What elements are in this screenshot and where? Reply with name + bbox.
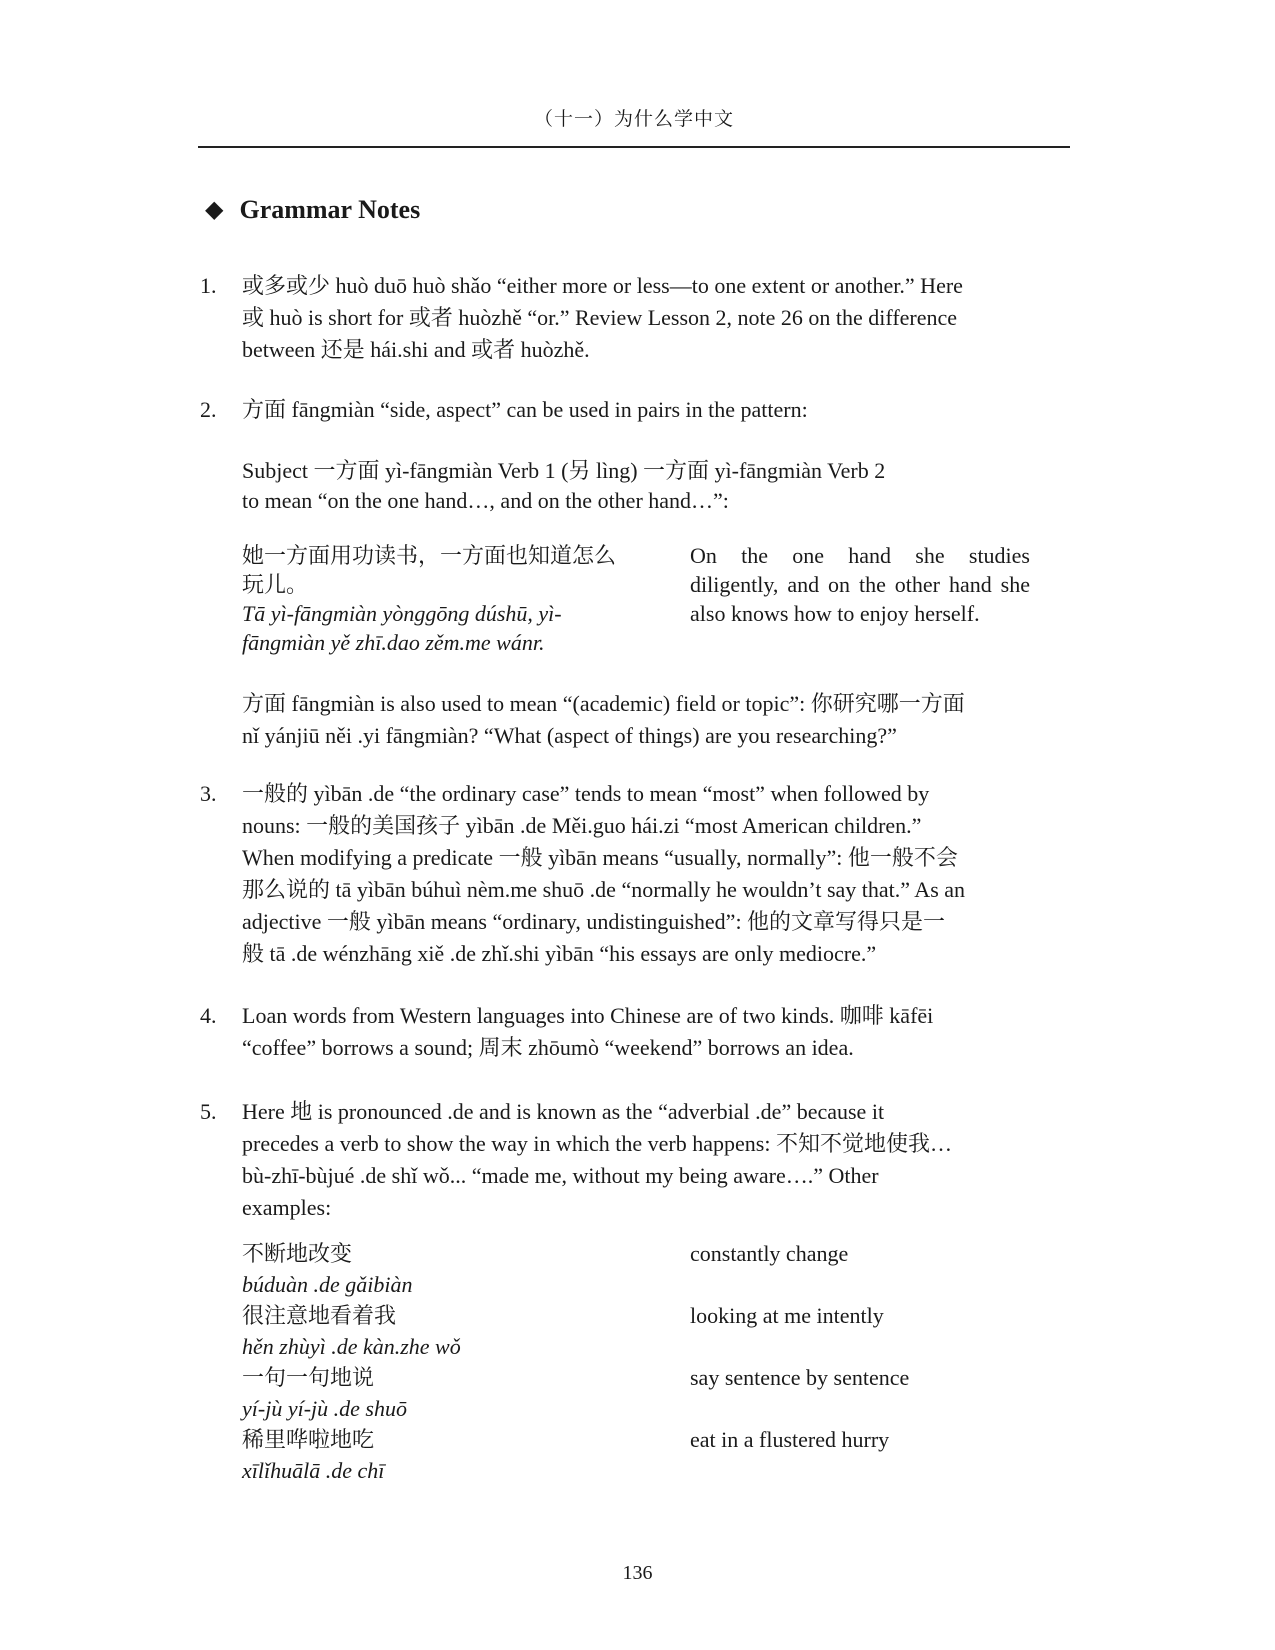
note-line: 或 huò is short for 或者 huòzhě “or.” Review Lesson 2, note 26 on the difference (242, 305, 958, 330)
example-chinese: 很注意地看着我 (242, 1303, 397, 1328)
example-pinyin: Tā yì-fāngmiàn yònggōng dúshū, yì-fāngmiàn yě zhī.dao zěm.me wánr. (242, 601, 562, 655)
note-number: 2. (200, 397, 217, 422)
note-line: Here 地 is pronounced .de and is known as the “adverbial .de” because it (242, 1099, 885, 1124)
note-line: 方面 fāngmiàn is also used to mean “(academic) field or topic”: 你研究哪一方面 (242, 691, 965, 716)
example-english: say sentence by sentence (690, 1365, 910, 1390)
pattern-meaning: to mean “on the one hand…, and on the other hand…”: (242, 488, 729, 513)
section-title: Grammar Notes (239, 195, 421, 224)
note-intro: 方面 fāngmiàn “side, aspect” can be used in pairs in the pattern: (242, 397, 808, 422)
running-head: （十一）为什么学中文 (533, 109, 734, 130)
note-line: between 还是 hái.shi and 或者 huòzhě. (242, 337, 590, 362)
note-line: bù-zhī-bùjué .de shǐ wǒ... “made me, without my being aware….” Other (242, 1163, 879, 1188)
note-line: precedes a verb to show the way in which the verb happens: 不知不觉地使我… (242, 1131, 952, 1156)
note-line: “coffee” borrows a sound; 周末 zhōumò “weekend” borrows an idea. (242, 1035, 854, 1060)
pattern-line: Subject 一方面 yì-fāngmiàn Verb 1 (另 lìng) 一方面 yì-fāngmiàn Verb 2 (242, 458, 886, 483)
note-line: 那么说的 tā yìbān búhuì nèm.me shuō .de “normally he wouldn’t say that.” As an (242, 877, 966, 902)
note-2-example (242, 541, 1030, 657)
example-chinese: 不断地改变 (242, 1241, 353, 1266)
example-pinyin: hěn zhùyì .de kàn.zhe wǒ (242, 1334, 461, 1359)
note-line: Loan words from Western languages into Chinese are of two kinds. 咖啡 kāfēi (242, 1003, 934, 1028)
example-pinyin: búduàn .de gǎibiàn (242, 1272, 413, 1297)
page-number: 136 (622, 1562, 653, 1584)
diamond-bullet-icon: ◆ (205, 197, 224, 223)
note-number: 1. (200, 273, 217, 298)
example-chinese: 她一方面用功读书，一方面也知道怎么玩儿。 (242, 543, 617, 597)
example-pinyin: yí-jù yí-jù .de shuō (242, 1396, 407, 1421)
note-number: 5. (200, 1099, 217, 1124)
example-chinese: 一句一句地说 (242, 1365, 375, 1390)
example-english: constantly change (690, 1241, 849, 1266)
note-line: nǐ yánjiū něi .yi fāngmiàn? “What (aspect of things) are you researching?” (242, 723, 897, 748)
note-line: adjective 一般 yìbān means “ordinary, undistinguished”: 他的文章写得只是一 (242, 909, 946, 934)
note-line: 一般的 yìbān .de “the ordinary case” tends to mean “most” when followed by (242, 781, 930, 806)
example-english: On the one hand she studies diligently, and on the other hand she also knows how to enjoy herself. (690, 543, 1030, 626)
note-line: examples: (242, 1195, 332, 1220)
section-heading (205, 195, 420, 225)
note-number: 4. (200, 1003, 217, 1028)
example-english: looking at me intently (690, 1303, 884, 1328)
header-rule (198, 146, 1070, 148)
note-line: 般 tā .de wénzhāng xiě .de zhǐ.shi yìbān “his essays are only mediocre.” (242, 941, 877, 966)
note-line: 或多或少 huò duō huò shǎo “either more or less—to one extent or another.” Here (242, 273, 963, 298)
note-number: 3. (200, 781, 217, 806)
note-line: When modifying a predicate 一般 yìbān means “usually, normally”: 他一般不会 (242, 845, 958, 870)
note-line: nouns: 一般的美国孩子 yìbān .de Měi.guo hái.zi “most American children.” (242, 813, 922, 838)
example-chinese: 稀里哗啦地吃 (242, 1427, 375, 1452)
example-pinyin: xīlǐhuālā .de chī (242, 1458, 385, 1483)
example-english: eat in a flustered hurry (690, 1427, 890, 1452)
